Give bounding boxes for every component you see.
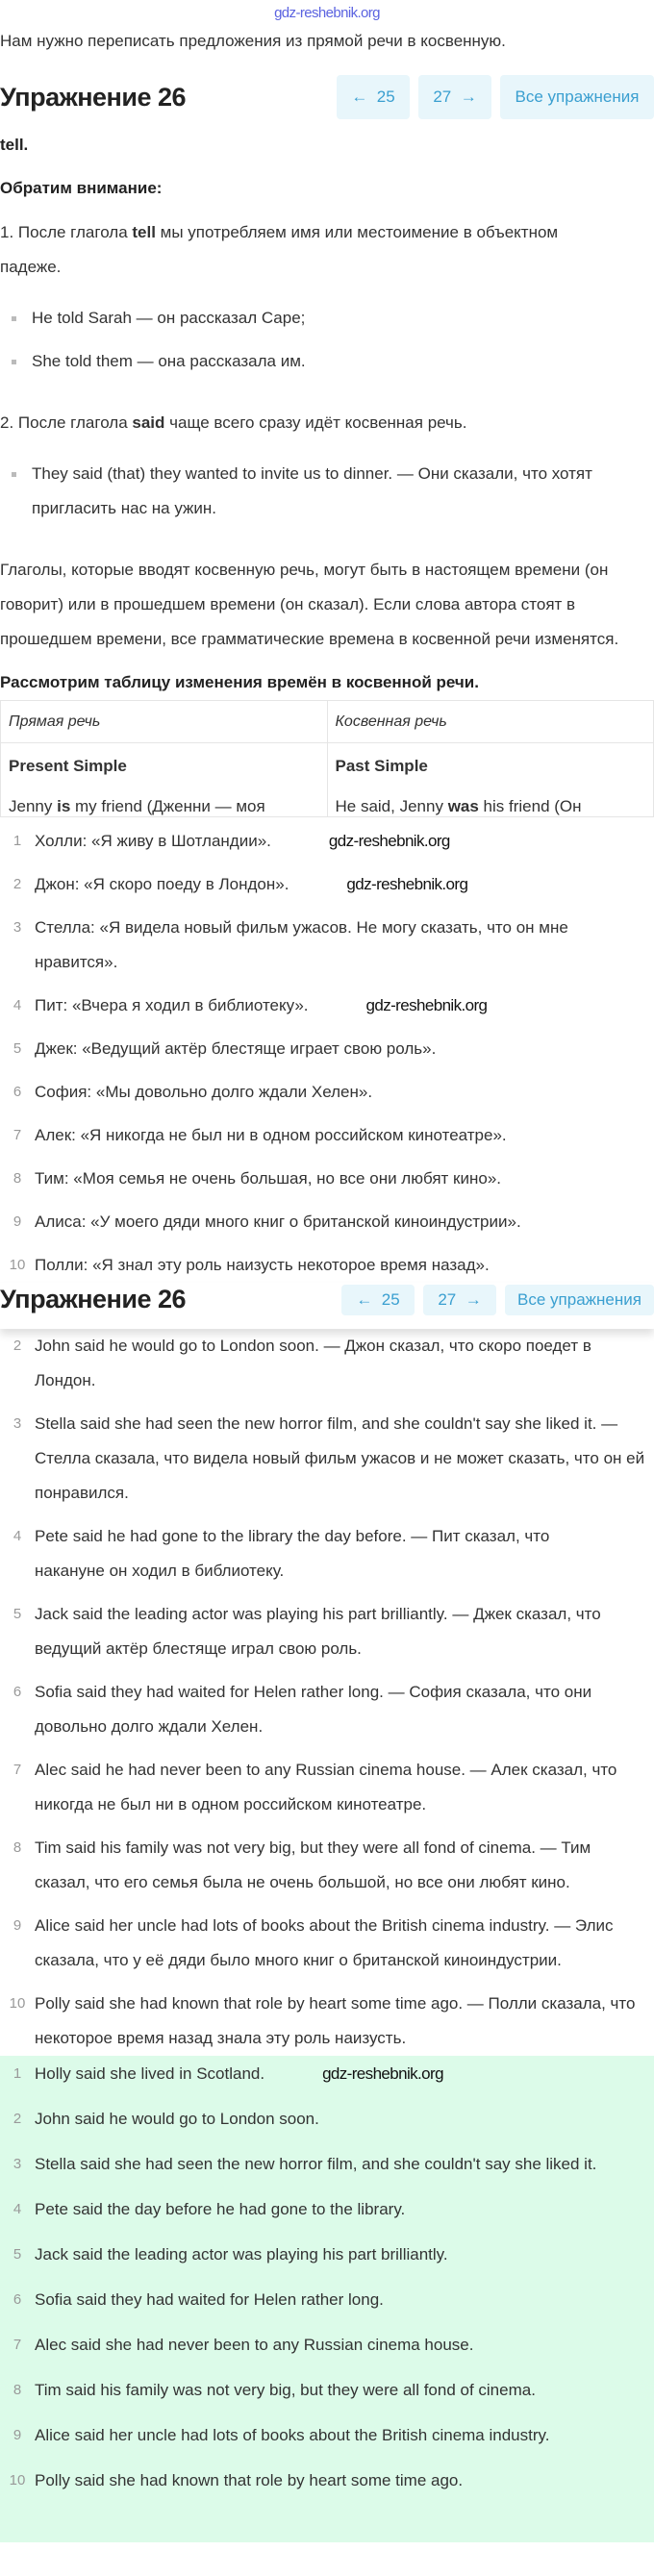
translation-list: [0, 1329, 654, 2056]
bullet-dot-icon: [12, 472, 16, 477]
rule-2: 2. После глагола said чаще всего сразу идёт косвенная речь.: [0, 413, 467, 432]
tense-paragraph: Глаголы, которые вводят косвенную речь, могут быть в настоящем времени (он говорит) или в прошедшем времени (он сказал). Если слова автора стоят в прошедшем времени, все грамматические времена в косвенной речи изменятся.: [0, 561, 619, 648]
watermark: gdz-reshebnik.org: [365, 996, 488, 1014]
exercise-header: [0, 75, 654, 119]
sticky-header: [0, 1283, 654, 1329]
table-title: Рассмотрим таблицу изменения времён в косвенной речи.: [0, 673, 479, 691]
site-logo-watermark: gdz-reshebnik.org: [274, 5, 380, 21]
translation-item: 7 Alec said he had never been to any Russian cinema house. — Алек сказал, что никогда не был ни в одном российском кинотеатре.: [13, 1761, 617, 1813]
answer-item: 5 Jack said the leading actor was playing his part brilliantly.: [13, 2245, 448, 2263]
arrow-left-icon: ←: [356, 1290, 373, 1309]
intro-text: Нам нужно переписать предложения из прямой речи в косвенную.: [0, 32, 506, 50]
task-item: 6 София: «Мы довольно долго ждали Хелен».: [13, 1083, 373, 1101]
table-cell: Present Simple Jenny is my friend (Дженни — моя: [1, 743, 328, 817]
table-header: Прямая речь: [1, 701, 328, 743]
task-item: 10 Полли: «Я знал эту роль наизусть некоторое время назад».: [9, 1256, 490, 1274]
answer-item: 1 Holly said she lived in Scotland. gdz-reshebnik.org: [13, 2064, 443, 2083]
bullet-dot-icon: [12, 316, 16, 321]
bullet-item: They said (that) they wanted to invite us to dinner. — Они сказали, что хотят пригласить нас на ужин.: [12, 457, 637, 526]
task-item: 3 Стелла: «Я видела новый фильм ужасов. Не могу сказать, что он мне нравится».: [13, 918, 568, 971]
task-item: 4 Пит: «Вчера я ходил в библиотеку». gdz-reshebnik.org: [13, 996, 488, 1014]
watermark: gdz-reshebnik.org: [322, 2064, 443, 2083]
translation-item: 8 Tim said his family was not very big, but they were all fond of cinema. — Тим сказал, что его семья была не очень большой, но все они любят кино.: [13, 1838, 591, 1891]
rule-1: 1. После глагола tell мы употребляем имя или местоимение в объектном падеже.: [0, 223, 559, 276]
task-item: 7 Алек: «Я никогда не был ни в одном российском кинотеатре».: [13, 1126, 507, 1144]
answer-item: 2 John said he would go to London soon.: [13, 2110, 319, 2128]
answer-item: 10 Polly said she had known that role by heart some time ago.: [9, 2471, 464, 2489]
answer-item: 4 Pete said the day before he had gone to the library.: [13, 2200, 406, 2218]
answer-item: 8 Tim said his family was not very big, but they were all fond of cinema.: [13, 2381, 536, 2399]
answer-item: 9 Alice said her uncle had lots of books about the British cinema industry.: [13, 2426, 550, 2444]
translation-item: 3 Stella said she had seen the new horror film, and she couldn't say she liked it. — Стелла сказала, что видела новый фильм ужасов и не может сказать, что он ей понравился.: [13, 1414, 645, 1502]
tense-table: [0, 700, 654, 823]
translation-item: 2 John said he would go to London soon. — Джон сказал, что скоро поедет в Лондон.: [13, 1337, 591, 1389]
all-exercises-button[interactable]: Все упражнения: [500, 75, 654, 119]
arrow-left-icon: ←: [351, 88, 368, 106]
task-list: [0, 824, 654, 1283]
task-item: 1 Холли: «Я живу в Шотландии». gdz-reshebnik.org: [13, 832, 450, 850]
watermark: gdz-reshebnik.org: [328, 832, 450, 850]
bullet-item: He told Sarah — он рассказал Саре;: [12, 301, 637, 336]
translation-item: 6 Sofia said they had waited for Helen rather long. — София сказала, что они довольно долго ждали Хелен.: [13, 1683, 592, 1736]
table-header: Косвенная речь: [327, 701, 654, 743]
all-exercises-button[interactable]: Все упражнения: [505, 1285, 654, 1315]
sticky-title: Упражнение 26: [0, 1285, 187, 1313]
translation-item: 5 Jack said the leading actor was playing his part brilliantly. — Джек сказал, что ведущий актёр блестяще играл свою роль.: [13, 1605, 601, 1658]
task-item: 5 Джек: «Ведущий актёр блестяще играет свою роль».: [13, 1039, 437, 1058]
bullet-item: She told them — она рассказала им.: [12, 344, 637, 379]
task-item: 9 Алиса: «У моего дяди много книг о британской киноиндустрии».: [13, 1213, 521, 1231]
arrow-right-icon: →: [460, 88, 477, 106]
next-exercise-button[interactable]: 27 →: [423, 1285, 496, 1315]
prev-exercise-button[interactable]: ← 25: [341, 1285, 415, 1315]
table-cell: Past Simple He said, Jenny was his friend (Он: [327, 743, 654, 817]
tell-word: tell.: [0, 136, 29, 154]
task-item: 2 Джон: «Я скоро поеду в Лондон». gdz-reshebnik.org: [13, 875, 468, 893]
arrow-right-icon: →: [465, 1290, 482, 1309]
translation-item: 10 Polly said she had known that role by heart some time ago. — Полли сказала, что некоторое время назад знала эту роль наизусть.: [9, 1994, 636, 2047]
answer-item: 6 Sofia said they had waited for Helen rather long.: [13, 2290, 384, 2309]
next-exercise-button[interactable]: 27 →: [418, 75, 491, 119]
task-item: 8 Тим: «Моя семья не очень большая, но все они любят кино».: [13, 1169, 501, 1188]
answer-item: 7 Alec said she had never been to any Russian cinema house.: [13, 2336, 474, 2354]
translation-item: 9 Alice said her uncle had lots of books about the British cinema industry. — Элис сказала, что у её дяди было много книг о британской киноиндустрии.: [13, 1916, 614, 1969]
answers-panel: [0, 2056, 654, 2542]
prev-exercise-button[interactable]: ← 25: [337, 75, 410, 119]
bullet-dot-icon: [12, 360, 16, 364]
translation-item: 4 Pete said he had gone to the library the day before. — Пит сказал, что накануне он ходил в библиотеку.: [13, 1527, 550, 1580]
logo-row: [0, 0, 654, 24]
watermark: gdz-reshebnik.org: [346, 875, 468, 893]
answer-item: 3 Stella said she had seen the new horror film, and she couldn't say she liked it.: [13, 2155, 597, 2173]
page-title: Упражнение 26: [0, 83, 187, 112]
note-title: Обратим внимание:: [0, 179, 163, 197]
